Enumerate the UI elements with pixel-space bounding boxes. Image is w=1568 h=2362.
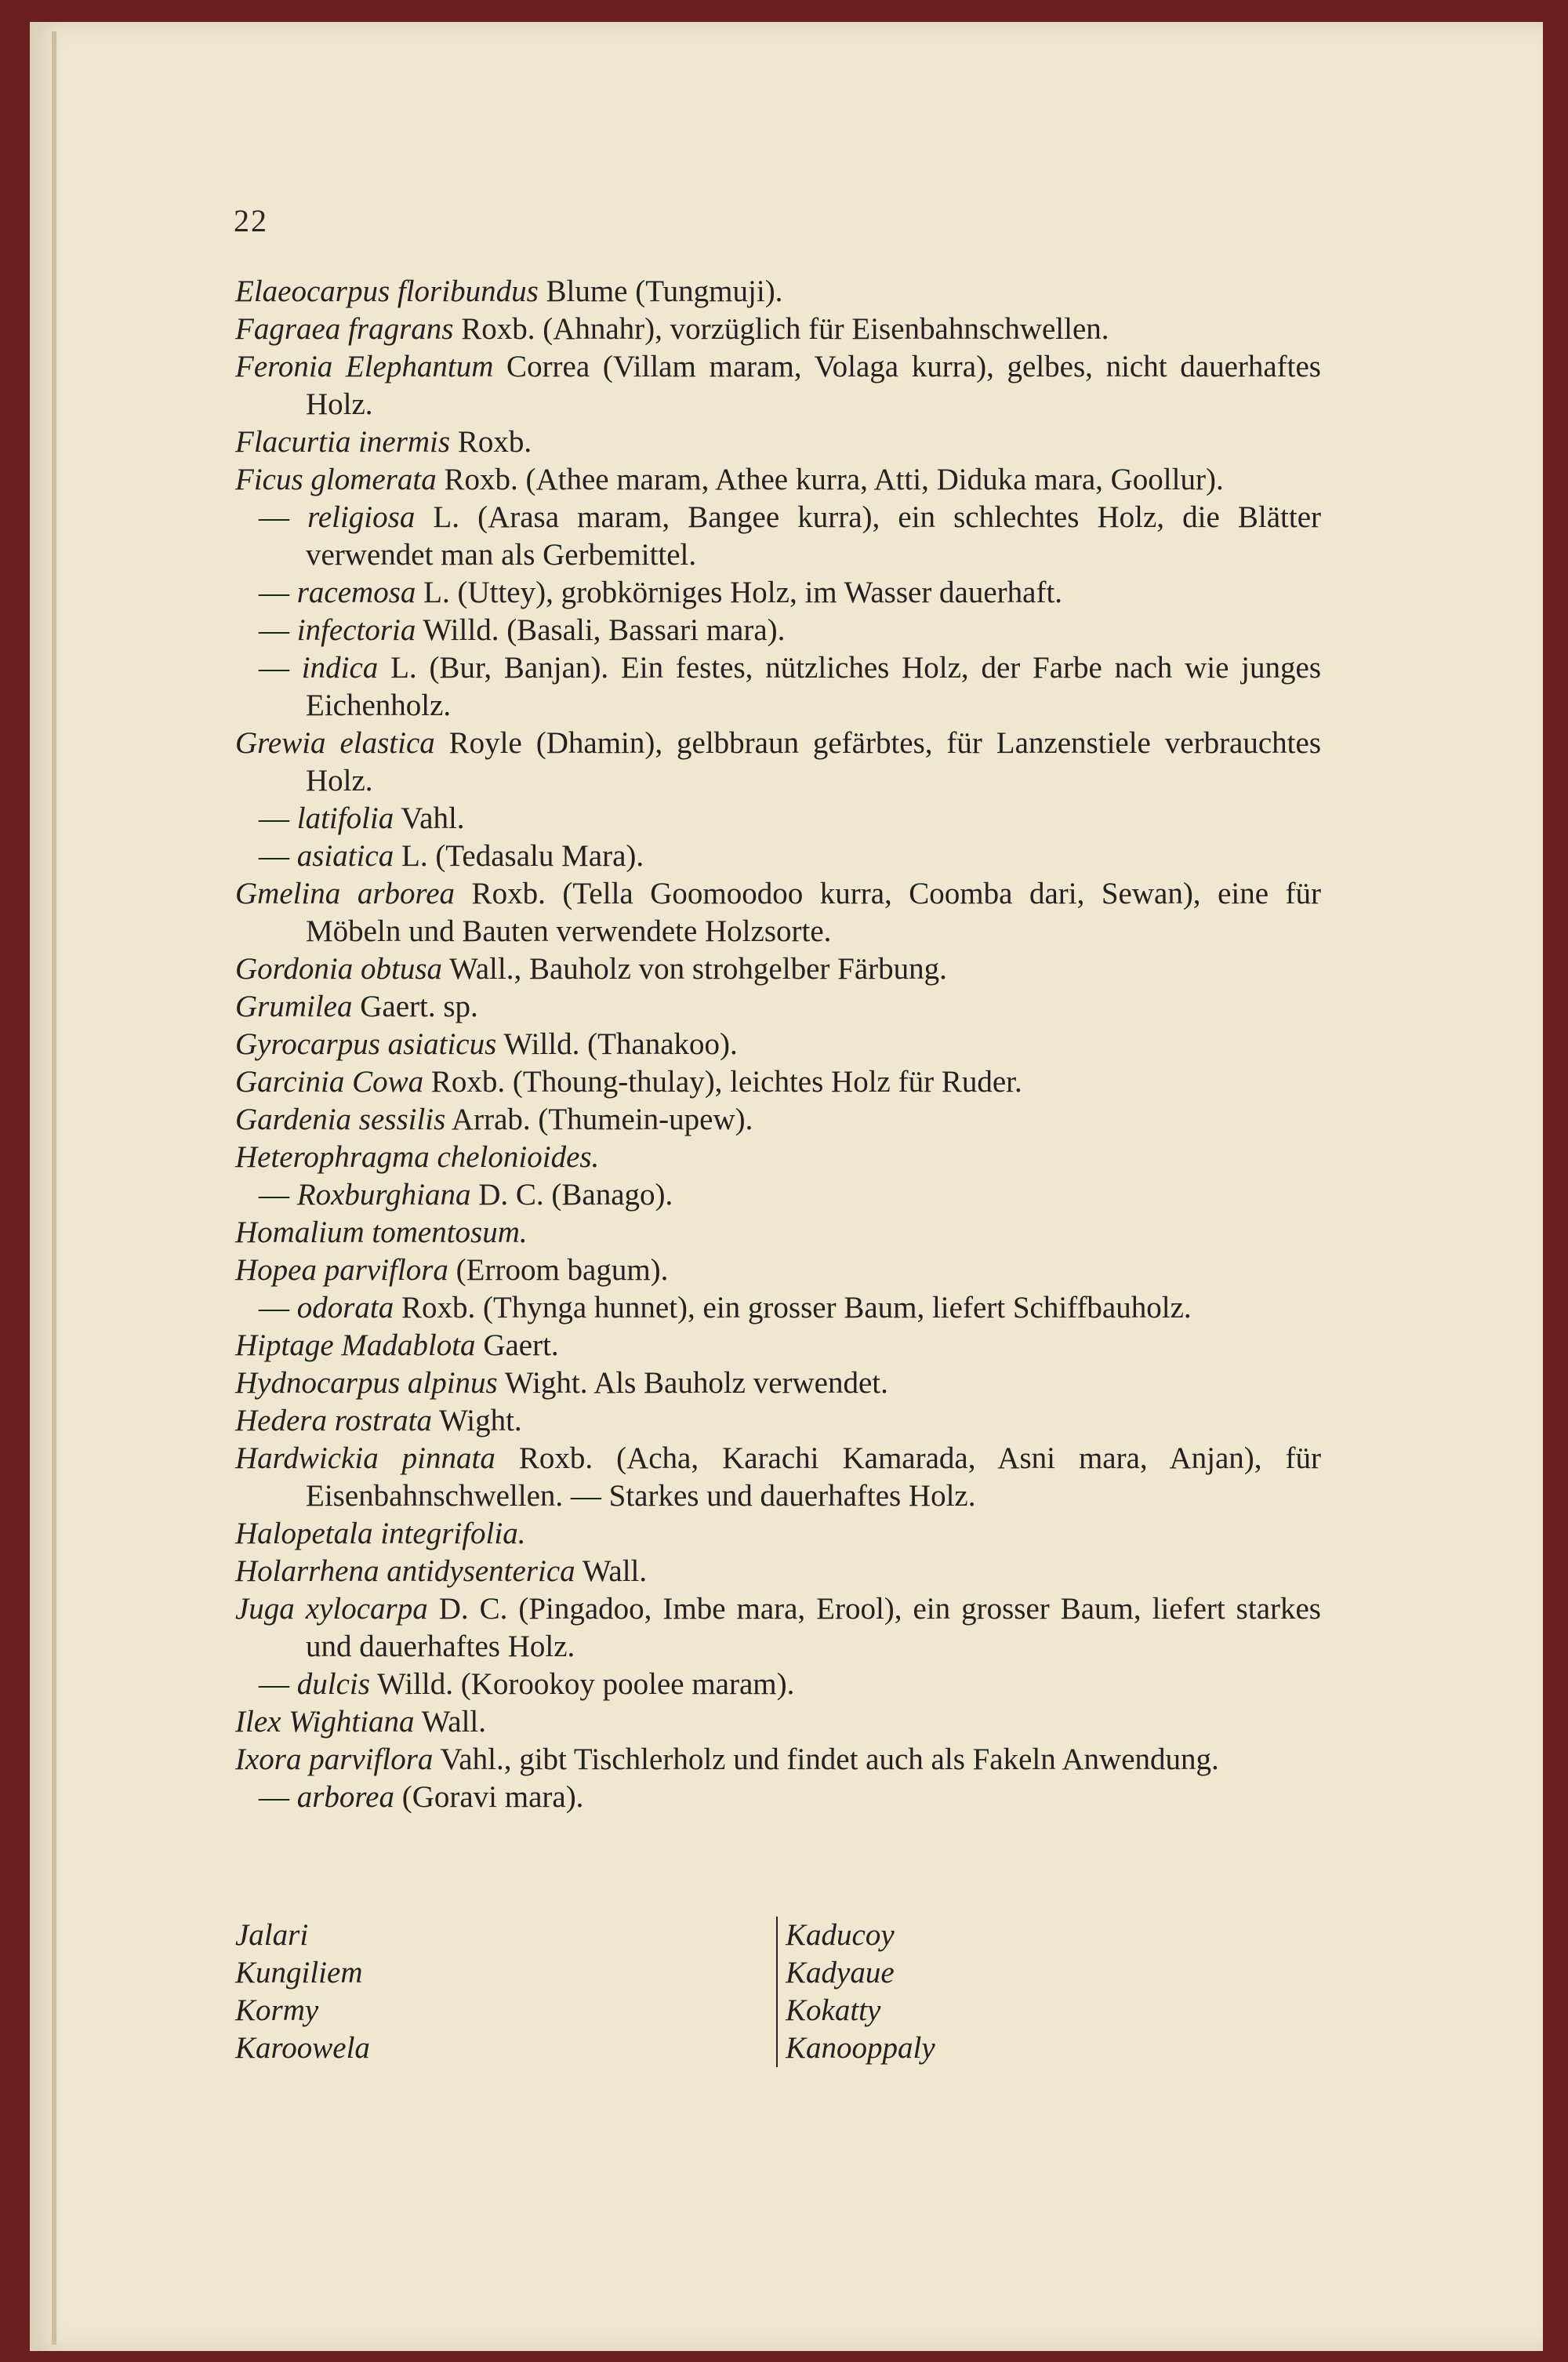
species-entry — [235, 311, 1321, 348]
species-entry — [235, 1741, 1321, 1779]
species-description: Willd. (Thanakoo). — [496, 1027, 738, 1061]
species-name: Ilex Wightiana — [235, 1705, 415, 1739]
species-name: Hardwickia pinnata — [235, 1441, 495, 1475]
species-name: Flacurtia inermis — [235, 425, 451, 459]
species-entry — [235, 838, 1321, 875]
species-entry — [235, 1365, 1321, 1402]
species-name: Hydnocarpus alpinus — [235, 1366, 498, 1400]
species-entry — [235, 1402, 1321, 1440]
species-name: religiosa — [307, 500, 416, 534]
species-entry — [235, 1176, 1321, 1214]
ditto-dash: — — [259, 1291, 297, 1325]
species-entry — [235, 1139, 1321, 1176]
species-name: Grewia elastica — [235, 726, 435, 760]
species-description: Wall. — [575, 1554, 648, 1588]
species-entry — [235, 423, 1321, 461]
ditto-dash: — — [259, 1178, 297, 1212]
local-name: Kormy — [235, 1993, 319, 2027]
species-entry — [235, 725, 1321, 800]
species-name: Feronia Elephantum — [235, 350, 494, 383]
ditto-dash: — — [259, 839, 297, 873]
species-entry — [235, 1440, 1321, 1515]
species-description: Blume (Tungmuji). — [538, 274, 783, 308]
species-entry — [235, 1252, 1321, 1289]
species-entry — [235, 1026, 1321, 1063]
species-entry — [235, 273, 1321, 311]
species-description: Wall. — [414, 1705, 487, 1739]
species-name: Gardenia sessilis — [235, 1103, 446, 1136]
species-name: dulcis — [296, 1667, 370, 1701]
species-name: Hopea parviflora — [235, 1253, 448, 1287]
species-entry — [235, 649, 1321, 725]
species-description: Gaert. — [475, 1328, 559, 1362]
species-name: Homalium tomentosum. — [235, 1216, 528, 1249]
species-name: Halopetala integrifolia. — [235, 1517, 526, 1550]
species-entry — [235, 950, 1321, 988]
ditto-dash: — — [259, 613, 297, 647]
species-entry — [235, 348, 1321, 423]
species-entry — [235, 1553, 1321, 1590]
species-description: Royle (Dhamin), gelbbraun gefärbtes, für Lanzenstiele verbrauchtes Holz. — [306, 726, 1321, 798]
local-name: Kokatty — [786, 1993, 881, 2027]
species-entry — [235, 1779, 1321, 1816]
local-names-right-column — [776, 1917, 935, 2067]
species-description: (Goravi mara). — [394, 1780, 584, 1814]
species-name: indica — [301, 651, 379, 685]
species-description: Roxb. (Ahnahr), vorzüglich für Eisenbahnschwellen. — [453, 312, 1109, 346]
local-name: Kaducoy — [786, 1918, 895, 1952]
species-description: Roxb. (Athee maram, Athee kurra, Atti, Diduka mara, Goollur). — [436, 463, 1224, 496]
species-entry — [235, 988, 1321, 1026]
species-name: Ixora parviflora — [235, 1742, 434, 1776]
species-description: L. (Bur, Banjan). Ein festes, nützliches Holz, der Farbe nach wie junges Eichenholz. — [306, 651, 1321, 722]
species-name: Holarrhena antidysenterica — [235, 1554, 575, 1588]
species-name: Gmelina arborea — [235, 877, 456, 910]
species-description: D. C. (Banago). — [470, 1178, 673, 1212]
species-name: Fagraea fragrans — [235, 312, 454, 346]
species-description: L. (Arasa maram, Bangee kurra), ein schlechtes Holz, die Blätter verwendet man als Gerbemittel. — [306, 500, 1321, 572]
ditto-dash: — — [259, 576, 297, 609]
species-description: L. (Uttey), grobkörniges Holz, im Wasser dauerhaft. — [416, 576, 1063, 609]
local-names-left-column — [235, 1917, 370, 2067]
species-description: Wight. Als Bauholz verwendet. — [497, 1366, 888, 1400]
page-gutter — [52, 31, 56, 2345]
species-description: (Erroom bagum). — [448, 1253, 669, 1287]
species-name: asiatica — [296, 839, 394, 873]
species-entry — [235, 800, 1321, 838]
species-name: Hedera rostrata — [235, 1404, 432, 1437]
species-name: Roxburghiana — [296, 1178, 471, 1212]
species-name: arborea — [296, 1780, 394, 1814]
local-name: Jalari — [235, 1918, 309, 1952]
species-name: Elaeocarpus floribundus — [235, 274, 539, 308]
local-name: Kadyaue — [786, 1956, 895, 1990]
species-list — [235, 273, 1321, 1816]
species-name: Garcinia Cowa — [235, 1065, 424, 1099]
ditto-dash: — — [259, 1667, 297, 1701]
species-description: Correa (Villam maram, Volaga kurra), gelbes, nicht dauerhaftes Holz. — [306, 350, 1321, 421]
species-description: Willd. (Korookoy poolee maram). — [369, 1667, 795, 1701]
species-entry — [235, 1101, 1321, 1139]
species-entry — [235, 499, 1321, 574]
species-description: Wall., Bauholz von strohgelber Färbung. — [442, 952, 947, 986]
species-description: Roxb. (Thoung-thulay), leichtes Holz für Ruder. — [423, 1065, 1022, 1099]
species-name: odorata — [296, 1291, 394, 1325]
ditto-dash: — — [259, 651, 302, 685]
species-name: infectoria — [296, 613, 416, 647]
species-entry — [235, 574, 1321, 612]
species-entry — [235, 612, 1321, 649]
species-description: Roxb. — [450, 425, 532, 459]
species-entry — [235, 1703, 1321, 1741]
species-description: D. C. (Pingadoo, Imbe mara, Erool), ein grosser Baum, liefert starkes und dauerhaftes Holz. — [306, 1592, 1321, 1663]
species-entry — [235, 1289, 1321, 1327]
local-name: Kungiliem — [235, 1956, 363, 1990]
species-description: Roxb. (Acha, Karachi Kamarada, Asni mara, Anjan), für Eisenbahnschwellen. — Starkes und dauerhaftes Holz. — [306, 1441, 1321, 1513]
page-number: 22 — [234, 203, 268, 238]
species-name: Juga xylocarpa — [235, 1592, 428, 1626]
species-description: Arrab. (Thumein-upew). — [445, 1103, 753, 1136]
species-entry — [235, 1327, 1321, 1365]
species-name: Gordonia obtusa — [235, 952, 442, 986]
species-description: Gaert. sp. — [352, 990, 478, 1023]
local-names-table — [235, 1917, 1098, 2073]
species-entry — [235, 461, 1321, 499]
species-description: L. (Tedasalu Mara). — [394, 839, 644, 873]
species-description: Wight. — [431, 1404, 522, 1437]
ditto-dash: — — [259, 801, 297, 835]
species-entry — [235, 1063, 1321, 1101]
species-entry — [235, 1666, 1321, 1703]
species-name: Hiptage Madablota — [235, 1328, 476, 1362]
species-description: Vahl., gibt Tischlerholz und findet auch als Fakeln Anwendung. — [433, 1742, 1219, 1776]
species-name: Gyrocarpus asiaticus — [235, 1027, 497, 1061]
species-name: Grumilea — [235, 990, 353, 1023]
species-name: racemosa — [296, 576, 416, 609]
species-entry — [235, 1590, 1321, 1666]
species-entry — [235, 875, 1321, 950]
species-name: latifolia — [296, 801, 394, 835]
species-name: Ficus glomerata — [235, 463, 437, 496]
species-entry — [235, 1214, 1321, 1252]
species-description: Roxb. (Thynga hunnet), ein grosser Baum, liefert Schiffbauholz. — [394, 1291, 1192, 1325]
species-description: Willd. (Basali, Bassari mara). — [416, 613, 786, 647]
species-description: Roxb. (Tella Goomoodoo kurra, Coomba dari, Sewan), eine für Möbeln und Bauten verwendete Holzsorte. — [306, 877, 1322, 948]
local-name: Kanooppaly — [786, 2031, 935, 2065]
species-name: Heterophragma chelonioides. — [235, 1140, 600, 1174]
species-description: Vahl. — [394, 801, 465, 835]
ditto-dash: — — [259, 1780, 297, 1814]
local-name: Karoowela — [235, 2031, 370, 2065]
ditto-dash: — — [259, 500, 308, 534]
species-entry — [235, 1515, 1321, 1553]
